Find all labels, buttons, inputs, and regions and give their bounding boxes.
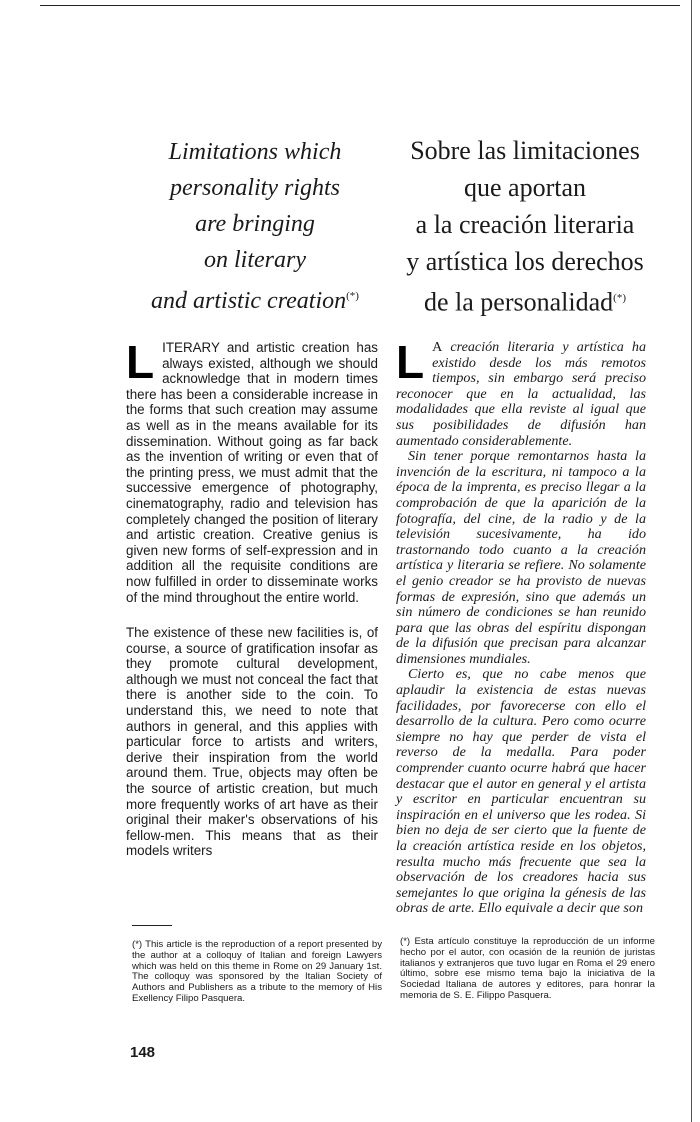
spanish-title-line [380,280,670,321]
english-paragraph-text: and artistic creation has always existed, although we should acknowledge that in modern times there has been a considerable increase in the forms that such creation may assume as well as in the means available for its dissemination. Without going as far back as the invention of writing or even that of the printing press, we must admit that the successive emergence of photography, cinematography, radio and television has completely changed the position of literary and artistic creation. Creative genius is given new forms of self-expression and in addition all the requisite conditions are now fulfilled in order to disseminate works of the mind throughout the entire world. [126,340,378,605]
spanish-title-line: y artística los derechos [406,247,644,276]
spanish-title-footnote-mark: (*) [613,292,626,304]
english-title-line: on literary [204,247,306,273]
spanish-paragraph: Sin tener porque remontarnos hasta la invención de la escritura, ni tampoco a la época de la imprenta, es preciso llegar a la comprobación de que la aparición de la fotografía, del cine, de la radio y de la televisión sucesivamente, ha ido trastornando todo cuanto a la creación artística y literaria se refiere. No solamente el genio creador se ha provisto de nuevas formas de expresión, sino que además un sin número de condiciones se han reunido para que las obras del espíritu dispongan de la difusión que precisan para alcanzar dimensiones mundiales. [396,448,646,667]
english-first-word: ITERARY [162,340,220,355]
page-number: 148 [130,1044,156,1061]
spanish-drop-cap: L [396,336,425,388]
spanish-title [380,132,670,321]
spanish-first-word: A [432,339,443,355]
english-title-footnote-mark: (*) [346,290,359,302]
english-title-line: Limitations which [168,139,342,165]
top-rule [40,5,680,6]
spanish-paragraph [396,336,646,449]
spanish-title-line: que aportan [463,173,586,202]
page-edge-rule [691,0,692,1122]
english-footnote: (*) This article is the reproduction of a report presented by the author at a colloquy of Italian and foreign Lawyers which was held on this theme in Rome on 29 January 1st. The colloquy was sponsored by the Italian Society of Authors and Publishers as a tribute to the memory of His Exellency Filipo Pasquera. [132,939,382,1004]
spanish-footnote: (*) Esta artículo constituye la reproducción de un informe hecho por el autor, con ocasión de la reunión de juristas italianos y extranjeros que tuvo lugar en Roma el 29 enero último, sobre ese mismo tema bajo la iniciativa de la Sociedad Italiana de autores y editores, para honrar la memoria de S. E. Filippo Pasquera. [400,936,655,1001]
spanish-paragraph: Cierto es, que no cabe menos que aplaudir la existencia de estas nuevas facilidades, por favorecerse con ello el desarrollo de la cultura. Pero como ocurre siempre no hay que perder de vista el reverso de la medalla. Para poder comprender cuanto ocurre habrá que hacer destacar que el autor en general y el artista y escritor en particular encuentran su inspiración en el universo que les rodea. Si bien no deja de ser cierto que la fuente de la creación artística reside en los objetos, resulta mucho más frecuente que sea la observación de los creadores hacia sus semejantes lo que origina la génesis de las obras de arte. Ello equivale a decir que son [396,666,646,917]
english-title-line: personality rights [169,175,340,201]
english-paragraph [126,336,378,605]
english-title [120,134,390,319]
spanish-title-line: Sobre las limitaciones [410,136,640,165]
spanish-column [396,336,646,917]
english-title-line [120,278,390,319]
english-title-last: and artistic creation [151,288,347,314]
footnote-rule [132,925,172,926]
english-drop-cap: L [126,336,155,388]
english-column [126,336,378,859]
english-paragraph: The existence of these new facilities is, of course, a source of gratification insofar as they promote cultural development, although we must not conceal the fact that there is another side to the coin. To understand this, we need to note that authors in general, and this applies with particular force to artists and writers, derive their inspiration from the world around them. True, objects may often be the source of artistic creation, but much more frequently works of art have as their original their maker's observations of his fellow-men. This means that as their models writers [126,625,378,859]
english-title-line: are bringing [195,211,315,237]
spanish-title-last: de la personalidad [424,287,614,317]
spanish-title-line: a la creación literaria [415,210,635,239]
spanish-paragraph-text: creación literaria y artística ha existido desde los más remotos tiempos, sin embargo será preciso reconocer que en la actualidad, las modalidades que ella reviste al igual que sus posibilidades de difusión han aumentado considerablemente. [396,339,646,449]
